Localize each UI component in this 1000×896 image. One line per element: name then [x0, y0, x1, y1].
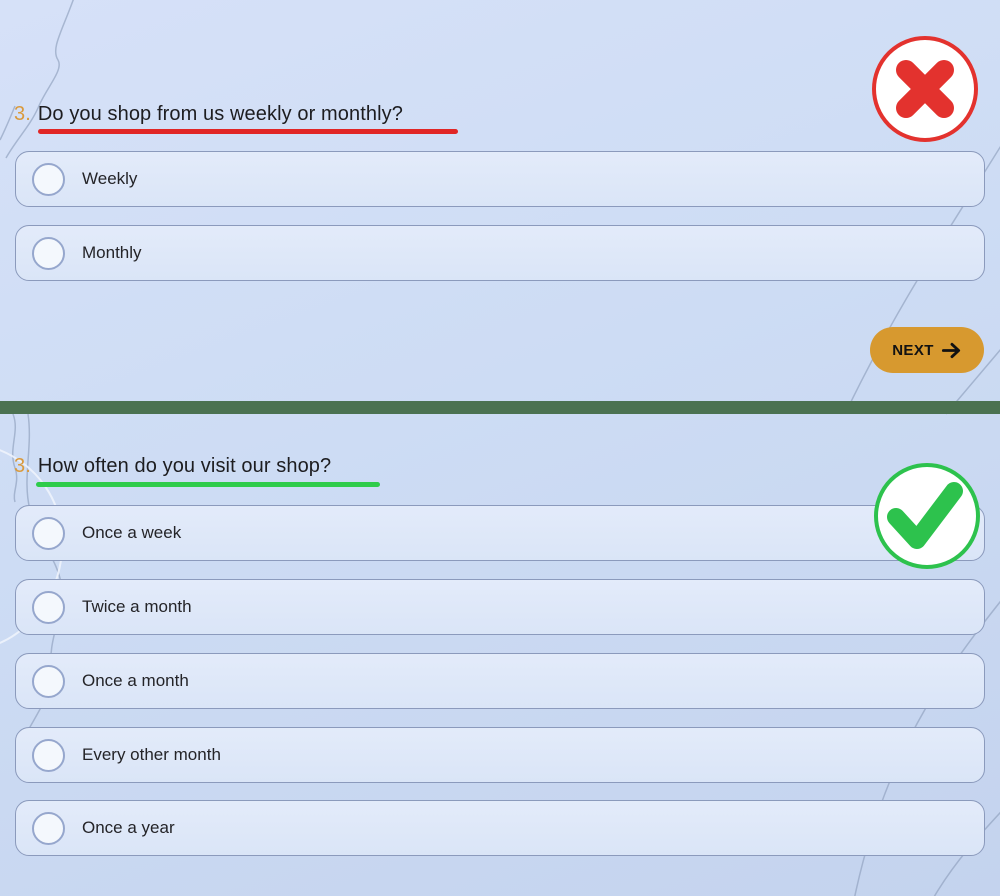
- bad-question-text: Do you shop from us weekly or monthly?: [37, 103, 403, 125]
- option-row-once-a-year[interactable]: [15, 800, 985, 856]
- good-question-text: How often do you visit our shop?: [37, 455, 332, 477]
- good-question: [14, 453, 331, 480]
- option-label: Weekly: [82, 169, 138, 188]
- option-row-once-a-month[interactable]: [15, 653, 985, 709]
- option-label: Twice a month: [82, 597, 192, 616]
- option-row-twice-a-month[interactable]: [15, 579, 985, 635]
- option-label: Once a year: [82, 818, 175, 837]
- bad-question: [14, 101, 403, 128]
- radio-icon[interactable]: [32, 237, 65, 270]
- x-mark-icon: [870, 34, 980, 144]
- bad-question-number: 3.: [14, 103, 31, 125]
- bad-example-section: [0, 0, 1000, 401]
- good-example-section: [0, 414, 1000, 896]
- option-label: Monthly: [82, 243, 142, 262]
- section-divider: [0, 401, 1000, 414]
- option-row-every-other-month[interactable]: [15, 727, 985, 783]
- next-button[interactable]: [870, 327, 984, 373]
- good-question-number: 3.: [14, 455, 31, 477]
- option-row-weekly[interactable]: [15, 151, 985, 207]
- option-label: Once a week: [82, 523, 182, 542]
- radio-icon[interactable]: [32, 739, 65, 772]
- option-label: Every other month: [82, 745, 221, 764]
- option-row-monthly[interactable]: [15, 225, 985, 281]
- radio-icon[interactable]: [32, 812, 65, 845]
- next-button-label: NEXT: [892, 341, 934, 359]
- check-mark-icon: [872, 461, 982, 571]
- bad-question-underline: [38, 129, 458, 134]
- radio-icon[interactable]: [32, 591, 65, 624]
- radio-icon[interactable]: [32, 517, 65, 550]
- good-question-underline: [36, 482, 380, 487]
- radio-icon[interactable]: [32, 163, 65, 196]
- option-row-once-a-week[interactable]: [15, 505, 985, 561]
- arrow-right-icon: [941, 340, 962, 361]
- radio-icon[interactable]: [32, 665, 65, 698]
- option-label: Once a month: [82, 671, 189, 690]
